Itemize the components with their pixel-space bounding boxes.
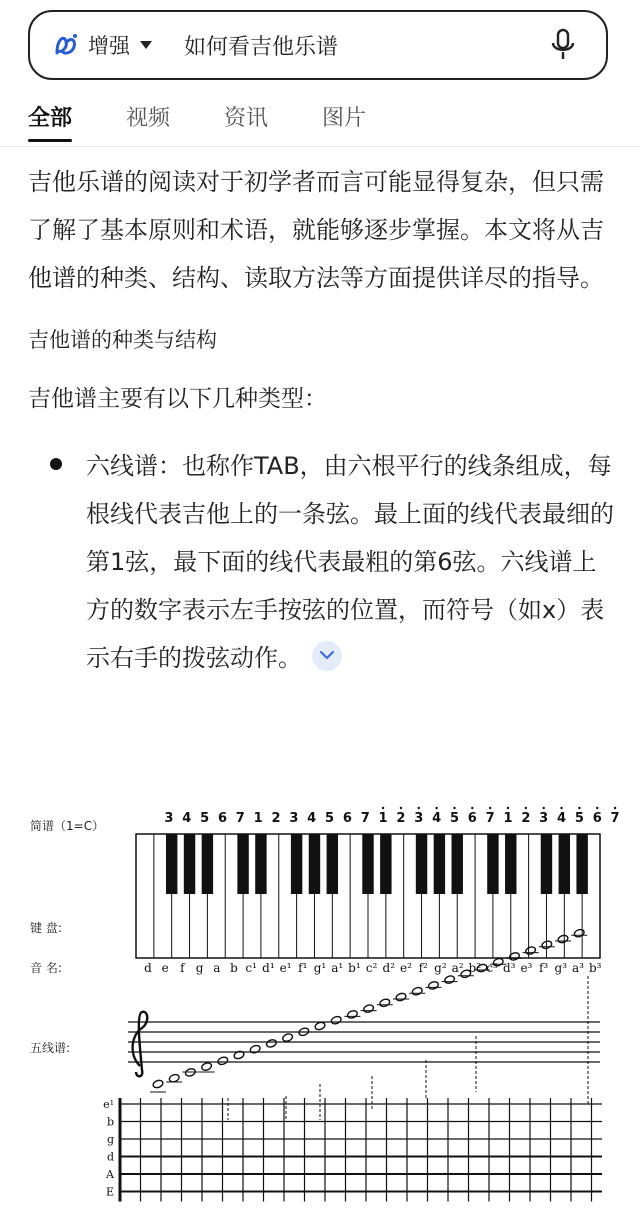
jianpu-digit: 5 [325, 811, 335, 826]
tab-video[interactable]: 视频 [126, 106, 171, 131]
note-name: e² [400, 961, 412, 975]
note-name: a [213, 961, 221, 975]
note-name: f¹ [298, 961, 308, 975]
octave-dot [453, 807, 455, 809]
staff-note [444, 975, 456, 985]
octave-dot [382, 807, 384, 809]
black-key [541, 834, 552, 894]
note-name: g³ [554, 961, 568, 975]
staff-note [282, 1033, 294, 1043]
tab-divider [0, 146, 640, 147]
jianpu-digit: 6 [217, 811, 227, 826]
note-name: g [195, 961, 204, 975]
article-intro: 吉他乐谱的阅读对于初学者而言可能显得复杂，但只需了解了基本原则和术语，就能够逐步掌握。本文将从吉他谱的种类、结构、读取方法等方面提供详尽的指导。 [28, 168, 604, 292]
jianpu-digit: 3 [289, 811, 299, 826]
jianpu-digit: 4 [182, 811, 192, 826]
jianpu-digit: 1 [503, 811, 513, 826]
staff-note [428, 980, 440, 990]
string-name: g [106, 1133, 114, 1146]
search-bar[interactable] [28, 10, 608, 80]
black-key [434, 834, 445, 894]
search-mode-label[interactable]: 增强 [88, 34, 130, 58]
jianpu-digit: 3 [539, 811, 549, 826]
black-key [452, 834, 463, 894]
black-key [255, 834, 266, 894]
black-key [416, 834, 427, 894]
label-note-name: 音 名: [30, 961, 62, 975]
note-name-row [144, 961, 601, 975]
jianpu-digit: 2 [271, 811, 281, 826]
jianpu-digit: 7 [235, 811, 245, 826]
jianpu-digit: 1 [253, 811, 263, 826]
note-name: a¹ [331, 961, 344, 975]
staff-note [201, 1062, 213, 1072]
jianpu-digit: 6 [592, 811, 602, 826]
black-key [202, 834, 213, 894]
octave-dot [435, 807, 437, 809]
chevron-down-icon[interactable] [140, 41, 152, 49]
string-name: d [106, 1150, 114, 1164]
black-key [380, 834, 391, 894]
string-name: A [106, 1168, 114, 1181]
label-keyboard: 键 盘: [30, 921, 62, 935]
staff-note [347, 1009, 359, 1019]
note-name: c³ [486, 961, 498, 975]
search-input[interactable]: 如何看吉他乐谱 [184, 34, 339, 60]
black-key [166, 834, 177, 894]
bullet-text: ：也称作TAB，由六根平行的线条组成，每根线代表吉他上的一条弦。最上面的线代表最细的第1弦，最下面的线代表最粗的第6弦。六线谱上方的数字表示左手按弦的位置，而符号（如x）表示右手的拨弦动作。 [86, 452, 614, 672]
black-key [237, 834, 248, 894]
staff-note [249, 1044, 261, 1054]
jianpu-digit: 3 [414, 811, 424, 826]
note-name: f³ [538, 961, 549, 975]
note-name: g¹ [313, 961, 327, 975]
note-name: b [230, 961, 238, 975]
note-name: b¹ [348, 961, 361, 975]
microphone-icon[interactable] [550, 28, 576, 62]
note-name: d² [382, 961, 396, 975]
jianpu-digit: 4 [557, 811, 567, 826]
sparkle-logo-icon [52, 31, 80, 59]
staff-note [266, 1038, 278, 1048]
jianpu-digit: 6 [467, 811, 477, 826]
jianpu-digit: 7 [610, 811, 620, 826]
black-key [184, 834, 195, 894]
section-lead: 吉他谱主要有以下几种类型： [28, 386, 327, 412]
fretboard [103, 1098, 602, 1202]
octave-dot [578, 807, 580, 809]
black-key [487, 834, 498, 894]
jianpu-digit: 4 [307, 811, 317, 826]
list-item [28, 442, 616, 682]
octave-dot [418, 807, 420, 809]
jianpu-digit: 1 [378, 811, 388, 826]
jianpu-digit: 3 [164, 811, 174, 826]
black-key [327, 834, 338, 894]
black-key [505, 834, 516, 894]
chevron-down-icon [320, 650, 334, 660]
string-name: e¹ [103, 1098, 114, 1111]
string-name: b [106, 1115, 114, 1129]
note-name: a³ [572, 961, 584, 975]
staff-note [152, 1079, 164, 1089]
string-name: E [105, 1185, 114, 1199]
article [28, 158, 616, 682]
expand-button[interactable] [312, 641, 342, 671]
note-name: c² [365, 961, 378, 975]
octave-dot [614, 807, 616, 809]
staff-note [330, 1015, 342, 1025]
octave-dot [489, 807, 491, 809]
octave-dot [560, 807, 562, 809]
jianpu-digit: 4 [432, 811, 442, 826]
octave-dot [525, 807, 527, 809]
black-key [576, 834, 587, 894]
jianpu-digit: 7 [485, 811, 495, 826]
note-name: e¹ [279, 961, 292, 975]
jianpu-digit: 2 [521, 811, 531, 826]
note-name: g² [434, 961, 447, 975]
section-heading: 吉他谱的种类与结构 [28, 328, 217, 352]
octave-dot [507, 807, 509, 809]
note-name: d³ [502, 961, 516, 975]
note-name: b² [468, 961, 482, 975]
bullet-dot [50, 458, 62, 470]
staff-note [363, 1004, 375, 1014]
jianpu-row [164, 807, 619, 826]
black-key [309, 834, 320, 894]
black-key [291, 834, 302, 894]
note-name: e [161, 961, 169, 975]
tab-news[interactable]: 资讯 [224, 106, 269, 131]
note-name: f² [418, 961, 428, 975]
note-name: f [180, 961, 185, 975]
jianpu-digit: 7 [360, 811, 370, 826]
note-name: d [144, 961, 152, 975]
staff-note [379, 998, 391, 1008]
octave-dot [471, 807, 473, 809]
note-name: e³ [520, 961, 533, 975]
jianpu-digit: 6 [342, 811, 352, 826]
jianpu-digit: 5 [449, 811, 459, 826]
octave-dot [596, 807, 598, 809]
note-name: b³ [588, 961, 602, 975]
octave-dot [542, 807, 544, 809]
black-key [362, 834, 373, 894]
guitar-notation-figure [28, 798, 618, 1228]
jianpu-digit: 5 [200, 811, 210, 826]
octave-dot [400, 807, 402, 809]
tab-images[interactable]: 图片 [322, 106, 367, 131]
note-name: c¹ [245, 961, 257, 975]
tab-bar [28, 100, 420, 144]
jianpu-digit: 5 [574, 811, 584, 826]
piano-keyboard [136, 834, 600, 958]
staff-note [395, 992, 407, 1002]
label-jianpu: 简谱（1=C） [30, 819, 105, 833]
tab-all[interactable]: 全部 [28, 100, 72, 142]
note-name: d¹ [262, 961, 275, 975]
jianpu-digit: 2 [396, 811, 406, 826]
bullet-term: 六线谱 [86, 452, 158, 480]
note-name: a² [451, 961, 464, 975]
staff-note [411, 986, 423, 996]
staff-note [217, 1056, 229, 1066]
label-staff: 五线谱: [30, 1041, 71, 1055]
black-key [559, 834, 570, 894]
